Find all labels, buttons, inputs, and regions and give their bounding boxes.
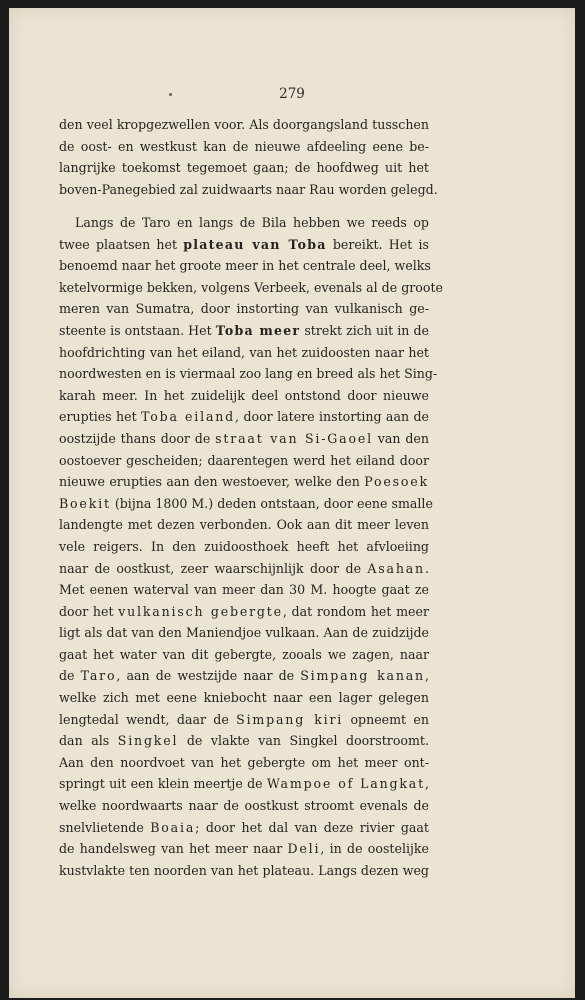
text-segment: Aan den noordvoet van het gebergte om het meer ont- xyxy=(59,754,429,770)
text-segment: den veel kropgezwellen voor. Als doorgangsland tusschen xyxy=(59,117,429,132)
text-segment: , aan de westzijde naar de xyxy=(116,668,301,684)
text-line xyxy=(59,601,429,623)
emphasized-term: Asahan xyxy=(367,560,425,576)
text-segment: kustvlakte ten noorden van het plateau. Langs dezen weg xyxy=(59,862,429,878)
text-segment: opneemt en xyxy=(343,711,429,727)
emphasized-term: Toba eiland xyxy=(141,409,236,425)
emphasized-term: plateau van Toba xyxy=(183,236,327,252)
text-segment: snelvlietende xyxy=(59,819,151,835)
page-number: 279 xyxy=(279,86,305,102)
text-segment: springt uit een klein meertje de xyxy=(59,776,267,792)
text-line xyxy=(59,157,429,179)
emphasized-term: Singkel xyxy=(117,733,179,749)
text-segment: gaat het water van dit gebergte, zooals we zagen, naar xyxy=(59,646,429,662)
text-segment: Met eenen waterval van meer dan 30 M. hoogte gaat ze xyxy=(59,582,429,598)
text-line xyxy=(59,255,429,277)
text-segment: de xyxy=(59,668,81,684)
text-segment: strekt zich uit in de xyxy=(300,322,429,338)
text-segment: vele reigers. In den zuidoosthoek heeft het afvloeiing xyxy=(59,538,429,554)
text-segment: de handelsweg van het meer naar xyxy=(59,841,288,857)
emphasized-term: Simpang kiri xyxy=(236,711,344,727)
book-page xyxy=(9,8,575,998)
text-segment: noordwesten en is viermaal zoo lang en breed als het Sing- xyxy=(59,366,438,382)
text-segment: ; door het dal van deze rivier gaat xyxy=(195,819,429,835)
text-line xyxy=(59,730,429,752)
text-line xyxy=(59,838,429,860)
text-line xyxy=(59,234,429,256)
text-line xyxy=(59,342,429,364)
text-segment: hoofdrichting van het eiland, van het zuidoosten naar het xyxy=(59,344,429,360)
emphasized-term: Deli xyxy=(287,841,321,857)
emphasized-term: Toba meer xyxy=(215,322,301,338)
text-line xyxy=(59,212,429,234)
text-segment: Langs de Taro en langs de Bila hebben we reeds op xyxy=(75,215,429,230)
text-line xyxy=(59,752,429,774)
text-line xyxy=(59,471,429,493)
paragraph-2 xyxy=(59,212,443,881)
text-line xyxy=(59,773,429,795)
text-segment: , door latere instorting aan de xyxy=(235,409,429,425)
paragraph-1 xyxy=(59,114,438,200)
text-line xyxy=(59,579,429,601)
text-line xyxy=(59,320,429,342)
text-segment: nieuwe erupties aan den westoever, welke den xyxy=(59,474,365,490)
text-segment: van den xyxy=(372,430,429,446)
text-line xyxy=(59,406,429,428)
text-segment: , dat rondom het meer xyxy=(282,603,429,619)
emphasized-term: straat van Si-Gaoel xyxy=(215,430,373,446)
text-segment: twee plaatsen het xyxy=(59,236,184,252)
text-line xyxy=(59,558,429,580)
text-segment: . xyxy=(424,560,429,576)
text-segment: boven-Panegebied zal zuidwaarts naar Rau worden gelegd. xyxy=(59,181,438,197)
text-segment: welke zich met eene kniebocht naar een lager gelegen xyxy=(59,690,429,706)
text-segment: karah meer. In het zuidelijk deel ontstond door nieuwe xyxy=(59,387,429,403)
text-line xyxy=(59,493,433,515)
text-segment: , xyxy=(424,668,429,684)
text-segment: ligt als dat van den Maniendjoe vulkaan. Aan de zuidzijde xyxy=(59,625,429,641)
text-line xyxy=(59,179,438,201)
text-line xyxy=(59,450,429,472)
text-segment: oostoever gescheiden; daarentegen werd het eiland door xyxy=(59,452,429,468)
text-line xyxy=(59,709,429,731)
text-segment: (bijna 1800 M.) deden ontstaan, door eene smalle xyxy=(110,495,433,511)
text-segment: de vlakte van Singkel doorstroomt. xyxy=(178,733,430,749)
text-line xyxy=(59,277,443,299)
text-segment: benoemd naar het groote meer in het centrale deel, welks xyxy=(59,258,431,274)
text-segment: erupties het xyxy=(59,409,142,425)
text-line xyxy=(59,665,429,687)
emphasized-term: Wampoe of Langkat xyxy=(266,776,425,792)
emphasized-term: Taro xyxy=(80,668,117,684)
text-segment: , xyxy=(424,776,429,792)
emphasized-term: Poesoek xyxy=(364,474,429,490)
text-line xyxy=(59,298,429,320)
text-segment: naar de oostkust, zeer waarschijnlijk door de xyxy=(59,560,368,576)
emphasized-term: vulkanisch gebergte xyxy=(118,603,283,619)
emphasized-term: Boekit xyxy=(59,495,111,511)
text-segment: landengte met dezen verbonden. Ook aan dit meer leven xyxy=(59,517,429,533)
text-segment: de oost- en westkust kan de nieuwe afdeeling eene be- xyxy=(59,138,429,154)
text-segment: lengtedal wendt, daar de xyxy=(59,711,237,727)
text-segment: oostzijde thans door de xyxy=(59,430,216,446)
text-segment: welke noordwaarts naar de oostkust stroomt evenals de xyxy=(59,798,429,814)
text-line xyxy=(59,860,429,882)
text-line xyxy=(59,687,429,709)
text-segment: meren van Sumatra, door instorting van vulkanisch ge- xyxy=(59,301,429,317)
text-line xyxy=(59,514,429,536)
text-line xyxy=(59,795,429,817)
text-segment: dan als xyxy=(59,733,118,749)
text-line xyxy=(59,363,438,385)
text-line xyxy=(59,536,429,558)
emphasized-term: Boaia xyxy=(150,819,196,835)
text-line xyxy=(59,817,429,839)
text-line xyxy=(59,428,429,450)
emphasized-term: Simpang kanan xyxy=(300,668,425,684)
text-segment: bereikt. Het is xyxy=(326,236,430,252)
text-line xyxy=(59,622,429,644)
text-segment: ketelvormige bekken, volgens Verbeek, evenals al de groote xyxy=(59,279,443,295)
text-line xyxy=(59,385,429,407)
text-line xyxy=(59,644,429,666)
text-segment: door het xyxy=(59,603,119,619)
text-segment: steente is ontstaan. Het xyxy=(59,322,216,338)
text-line xyxy=(59,136,429,158)
text-line xyxy=(59,114,429,136)
text-segment: , in de oostelijke xyxy=(320,841,429,857)
text-segment: langrijke toekomst tegemoet gaan; de hoofdweg uit het xyxy=(59,160,429,176)
